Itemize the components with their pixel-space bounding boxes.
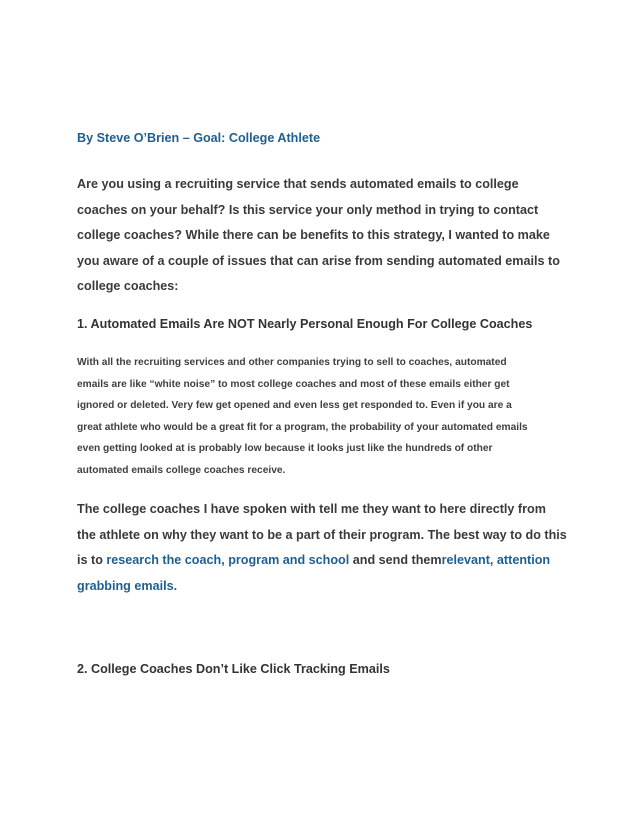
body-line: ignored or deleted. Very few get opened and even less get responded to. Even if you are a: [77, 400, 512, 412]
intro-line: Are you using a recruiting service that sends automated emails to college: [77, 177, 519, 191]
section-2-heading: 2. College Coaches Don’t Like Click Tracking Emails: [77, 662, 390, 676]
intro-line: you aware of a couple of issues that can arise from sending automated emails to: [77, 253, 560, 268]
followup-line: [77, 574, 577, 600]
body-line: automated emails college coaches receive.: [77, 464, 286, 476]
research-coach-link[interactable]: research the coach, program and school: [106, 553, 350, 567]
body-line: even getting looked at is probably low because it looks just like the hundreds of other: [77, 443, 493, 455]
section-1-body: [77, 352, 567, 482]
followup-text: and send them: [349, 553, 442, 567]
section-1-heading: 1. Automated Emails Are NOT Nearly Personal Enough For College Coaches: [77, 317, 533, 331]
section-1-followup: [77, 497, 577, 599]
followup-text: is to: [77, 553, 107, 567]
intro-line: college coaches:: [77, 279, 179, 293]
relevant-emails-link[interactable]: relevant, attention: [441, 553, 551, 567]
followup-line: [77, 548, 577, 574]
followup-line: the athlete on why they want to be a part of their program. The best way to do this: [77, 527, 567, 542]
intro-paragraph: [77, 172, 577, 300]
intro-line: college coaches? While there can be benefits to this strategy, I wanted to make: [77, 228, 550, 242]
relevant-emails-link-continued[interactable]: grabbing emails.: [77, 578, 178, 593]
body-line: With all the recruiting services and other companies trying to sell to coaches, automated: [77, 357, 507, 368]
author-byline: By Steve O’Brien – Goal: College Athlete: [77, 131, 321, 145]
intro-line: coaches on your behalf? Is this service your only method in trying to contact: [77, 202, 539, 217]
body-line: great athlete who would be a great fit for a program, the probability of your automated emails: [77, 421, 528, 433]
followup-line: The college coaches I have spoken with tell me they want to here directly from: [77, 502, 546, 516]
body-line: emails are like “white noise” to most college coaches and most of these emails either get: [77, 378, 510, 390]
